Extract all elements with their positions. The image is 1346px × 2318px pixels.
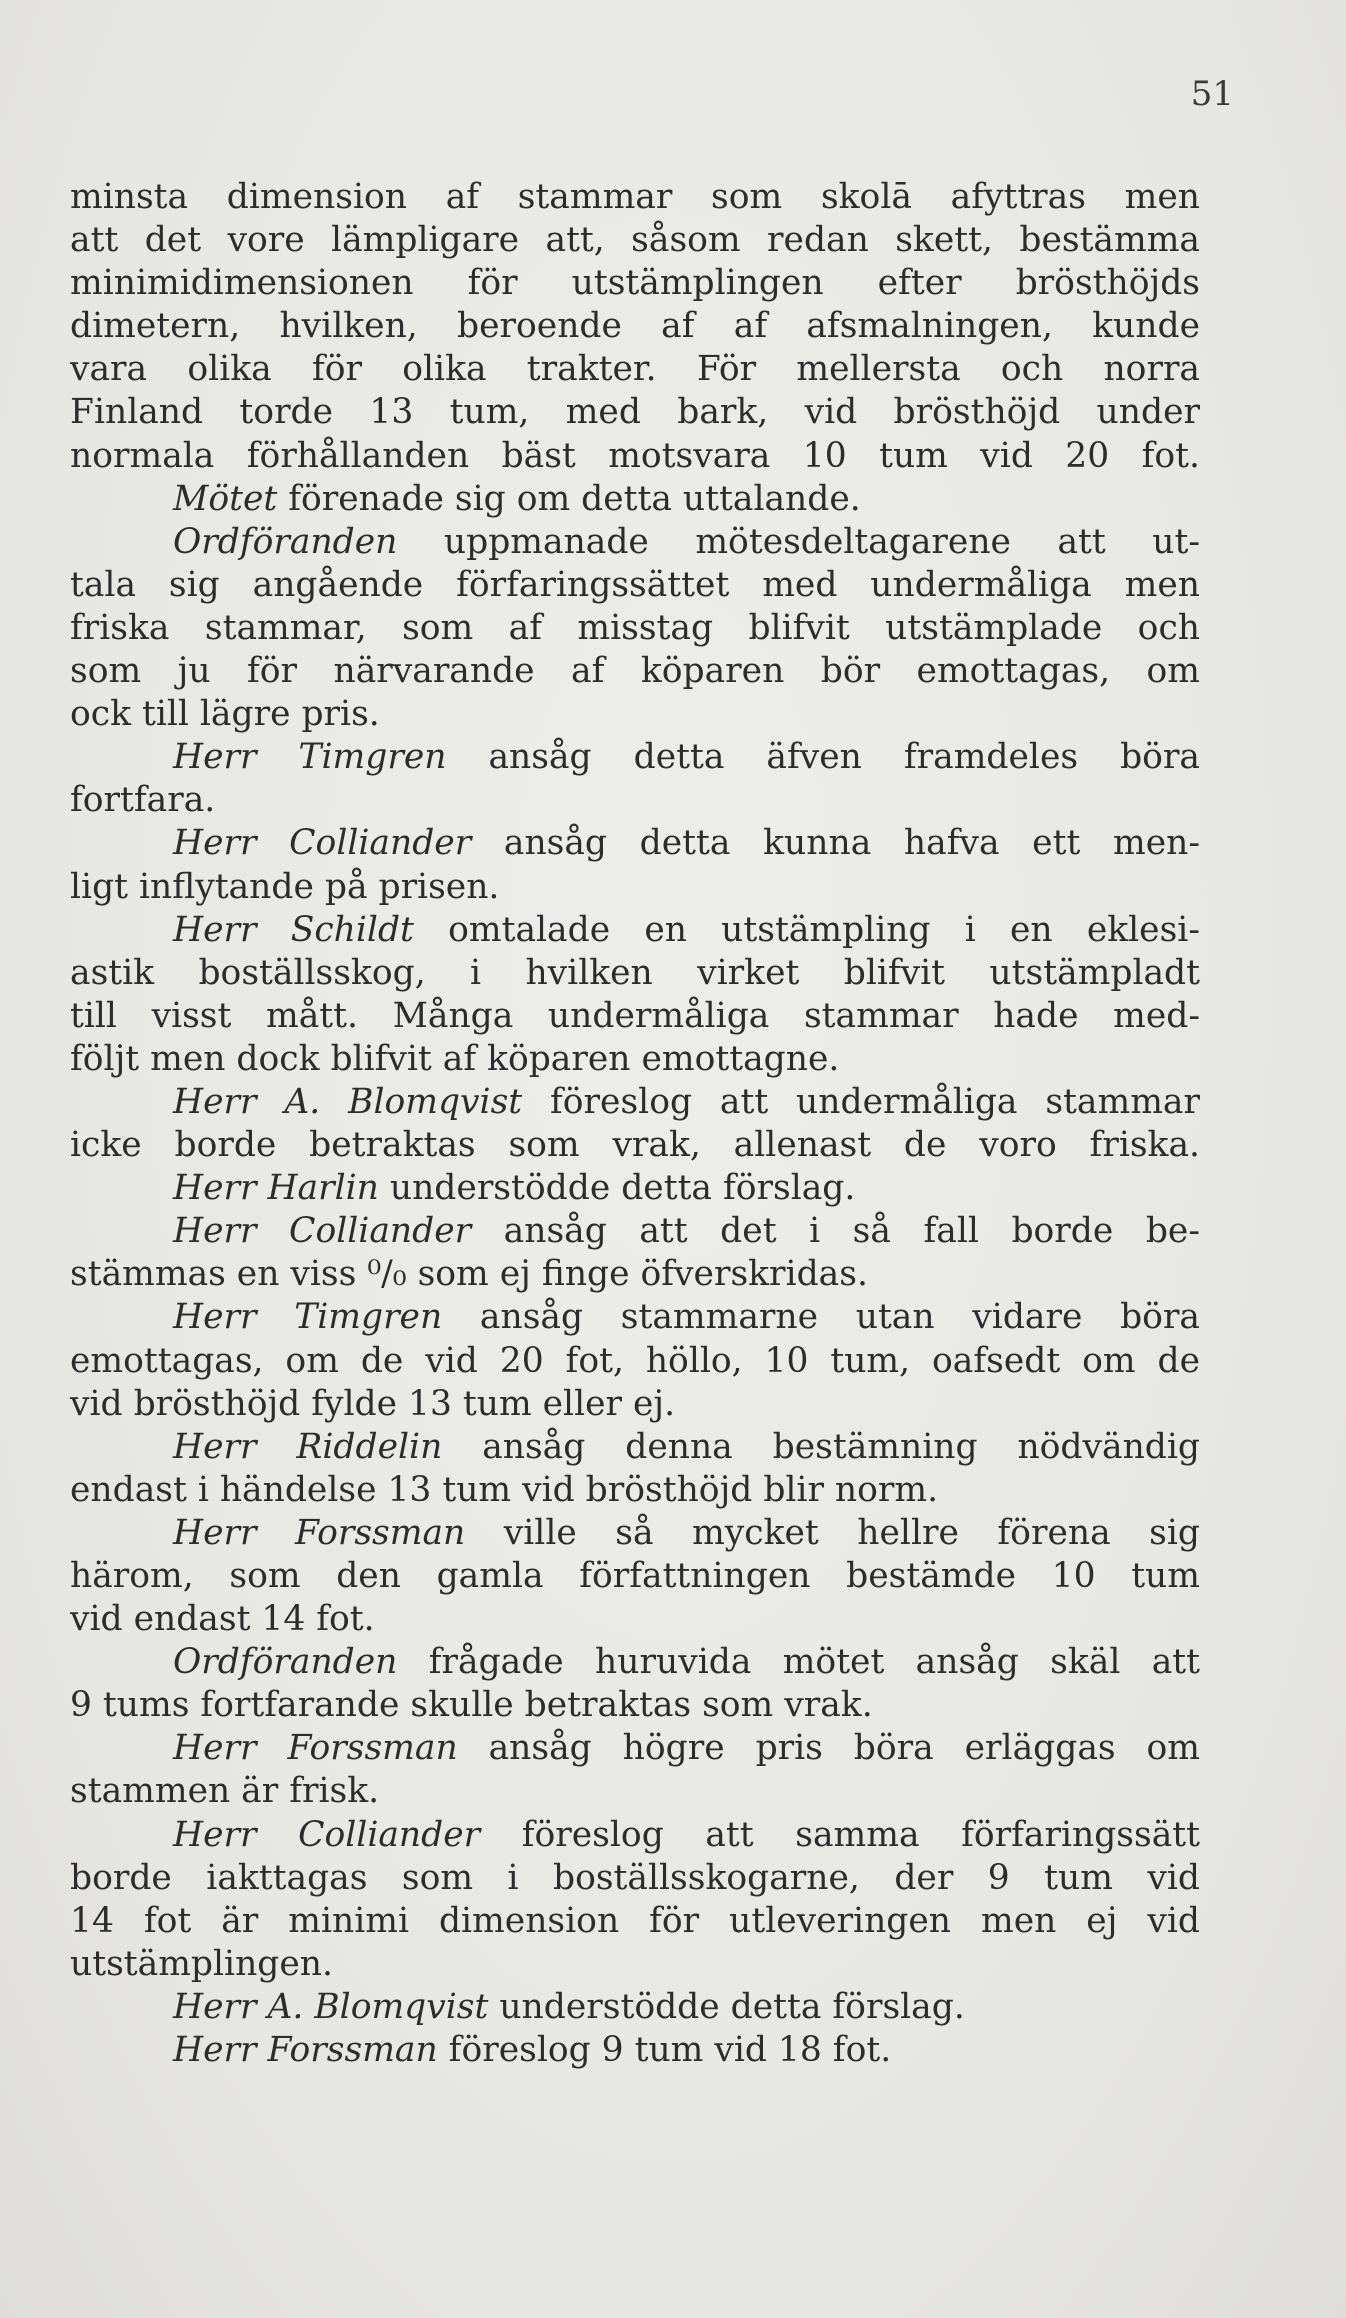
text-line xyxy=(70,866,1200,909)
body-text xyxy=(70,176,1200,2072)
italic-text: Herr xyxy=(173,1426,257,1467)
text-line xyxy=(70,219,1200,262)
text-line xyxy=(70,478,1200,521)
text-run xyxy=(257,910,291,950)
italic-text: Timgren xyxy=(294,1297,443,1338)
text-line xyxy=(70,564,1200,607)
text-run: tala sig angående förfaringssättet med undermåliga men xyxy=(70,564,1200,605)
text-run: 14 fot är minimi dimension för utleveringen men ej vid xyxy=(70,1900,1200,1941)
text-line xyxy=(70,521,1200,564)
text-run: understödde detta förslag. xyxy=(488,1986,965,2027)
text-line xyxy=(70,607,1200,650)
text-line xyxy=(70,1340,1200,1383)
text-line xyxy=(70,1296,1200,1339)
text-run: frågade huruvida mötet ansåg skäl att xyxy=(397,1642,1200,1683)
text-line xyxy=(70,1167,1200,1210)
italic-text: Herr xyxy=(173,1814,257,1855)
text-line xyxy=(70,1555,1200,1598)
italic-text: Herr A. Blomqvist xyxy=(173,1986,489,2027)
italic-text: Herr xyxy=(173,1728,257,1769)
text-line xyxy=(70,1253,1200,1296)
text-line xyxy=(70,262,1200,305)
italic-text: Timgren xyxy=(298,737,447,778)
text-line xyxy=(70,2029,1200,2072)
text-line xyxy=(70,1770,1200,1813)
text-run: förenade sig om detta uttalande. xyxy=(277,478,861,519)
text-run xyxy=(257,1211,290,1251)
text-line xyxy=(70,779,1200,822)
text-line xyxy=(70,1038,1200,1081)
text-run: friska stammar, som af misstag blifvit utstämplade och xyxy=(70,607,1200,648)
text-run: minsta dimension af stammar som skolā afyttras men xyxy=(70,177,1200,217)
text-run: ansåg stammarne utan vidare böra xyxy=(442,1297,1201,1338)
italic-text: Herr xyxy=(173,1297,257,1338)
text-run: föreslog att undermåliga stammar xyxy=(522,1081,1200,1122)
text-run: härom, som den gamla författningen bestämde 10 tum xyxy=(70,1556,1200,1596)
italic-text: Herr A. Blomqvist xyxy=(173,1081,523,1122)
text-line xyxy=(70,1469,1200,1512)
text-run xyxy=(257,1513,296,1553)
text-run xyxy=(257,823,290,863)
text-run: ansåg detta kunna hafva ett men- xyxy=(471,823,1200,864)
text-run: att det vore lämpligare att, såsom redan skett, bestämma xyxy=(70,220,1200,261)
italic-text: Herr xyxy=(173,1211,257,1252)
text-run: ligt inflytande på prisen. xyxy=(70,866,500,907)
text-run: normala förhållanden bäst motsvara 10 tum vid 20 fot. xyxy=(70,435,1200,476)
text-line xyxy=(70,1727,1200,1770)
italic-text: Forssman xyxy=(267,2030,438,2071)
italic-text: Forssman xyxy=(295,1512,466,1553)
text-run: endast i händelse 13 tum vid brösthöjd blir norm. xyxy=(70,1469,939,1510)
text-run: omtalade en utstämpling i en eklesi- xyxy=(413,909,1200,950)
italic-text: Herr xyxy=(173,909,257,950)
text-line xyxy=(70,1684,1200,1727)
text-run: föreslog att samma förfaringssätt xyxy=(480,1814,1201,1855)
text-run: ansåg att det i så fall borde be- xyxy=(471,1211,1200,1252)
text-run: stammen är frisk. xyxy=(70,1771,380,1812)
text-run xyxy=(257,1728,288,1768)
text-run: borde iakttagas som i boställsskogarne, der 9 tum vid xyxy=(70,1857,1200,1898)
text-run: understödde detta förslag. xyxy=(378,1168,856,1209)
text-run: dimetern, hvilken, beroende af af afsmalningen, kunde xyxy=(70,306,1200,347)
text-run xyxy=(257,737,299,777)
italic-text: Colliander xyxy=(298,1814,481,1855)
text-line xyxy=(70,348,1200,391)
text-run: emottagas, om de vid 20 fot, höllo, 10 tum, oafsedt om de xyxy=(70,1340,1200,1381)
text-run xyxy=(257,2030,268,2070)
page-number: 51 xyxy=(1190,74,1234,114)
text-run: föreslog 9 tum vid 18 fot. xyxy=(437,2030,892,2071)
text-run: vara olika för olika trakter. För mellersta och norra xyxy=(70,349,1200,390)
italic-text: Herr xyxy=(173,1512,257,1553)
text-run: astik boställsskog, i hvilken virket blifvit utstämpladt xyxy=(70,952,1200,993)
text-run: som ej finge öfverskridas. xyxy=(406,1254,868,1295)
text-line xyxy=(70,909,1200,952)
text-line xyxy=(70,1943,1200,1986)
text-run: ansåg denna bestämning nödvändig xyxy=(442,1426,1200,1467)
text-line xyxy=(70,1210,1200,1253)
text-run: utstämplingen. xyxy=(70,1943,333,1984)
italic-text: Harlin xyxy=(267,1168,379,1209)
italic-text: Herr xyxy=(173,1168,257,1209)
text-line xyxy=(70,1081,1200,1124)
text-line xyxy=(70,1814,1200,1857)
text-run: ⁰/₀ xyxy=(367,1254,407,1295)
italic-text: Riddelin xyxy=(296,1426,443,1467)
text-run: ansåg högre pris böra erläggas om xyxy=(457,1728,1201,1769)
text-run: fortfara. xyxy=(70,780,216,821)
text-line xyxy=(70,1986,1200,2029)
text-run xyxy=(257,1168,268,1208)
text-line xyxy=(70,305,1200,348)
italic-text: Herr xyxy=(173,823,257,864)
text-run xyxy=(257,1815,299,1855)
text-line xyxy=(70,435,1200,478)
text-line xyxy=(70,1426,1200,1469)
text-line xyxy=(70,995,1200,1038)
text-line xyxy=(70,1900,1200,1943)
text-line xyxy=(70,736,1200,779)
text-line xyxy=(70,1383,1200,1426)
italic-text: Forssman xyxy=(287,1728,458,1769)
text-line xyxy=(70,1641,1200,1684)
text-run: uppmanade mötesdeltagarene att ut- xyxy=(397,521,1200,562)
text-run: 9 tums fortfarande skulle betraktas som vrak. xyxy=(70,1685,873,1726)
italic-text: Ordföranden xyxy=(173,521,398,562)
text-line xyxy=(70,1124,1200,1167)
italic-text: Herr xyxy=(173,737,257,778)
text-run: vid brösthöjd fylde 13 tum eller ej. xyxy=(70,1383,676,1424)
italic-text: Colliander xyxy=(289,823,472,864)
text-run: icke borde betraktas som vrak, allenast de voro friska. xyxy=(70,1125,1200,1166)
text-run: som ju för närvarande af köparen bör emottagas, om xyxy=(70,651,1200,692)
italic-text: Herr xyxy=(173,2030,257,2071)
italic-text: Ordföranden xyxy=(173,1642,398,1683)
text-run: ville så mycket hellre förena sig xyxy=(465,1512,1200,1553)
text-run: ansåg detta äfven framdeles böra xyxy=(446,737,1200,778)
text-run xyxy=(257,1427,297,1467)
text-line xyxy=(70,1598,1200,1641)
text-run: stämmas en viss xyxy=(70,1254,368,1295)
text-line xyxy=(70,952,1200,995)
text-line xyxy=(70,693,1200,736)
text-run: till visst mått. Många undermåliga stammar hade med- xyxy=(70,995,1200,1036)
text-line xyxy=(70,391,1200,434)
text-line xyxy=(70,822,1200,865)
text-run: följt men dock blifvit af köparen emottagne. xyxy=(70,1038,840,1079)
italic-text: Mötet xyxy=(173,478,278,519)
italic-text: Schildt xyxy=(290,909,414,950)
text-run: ock till lägre pris. xyxy=(70,694,380,735)
text-run xyxy=(257,1297,295,1337)
text-run: vid endast 14 fot. xyxy=(70,1599,375,1640)
text-line xyxy=(70,650,1200,693)
text-line xyxy=(70,176,1200,219)
text-line xyxy=(70,1857,1200,1900)
text-run: Finland torde 13 tum, med bark, vid brösthöjd under xyxy=(70,392,1200,433)
italic-text: Colliander xyxy=(289,1211,472,1252)
text-line xyxy=(70,1512,1200,1555)
text-run: minimidimensionen för utstämplingen efter brösthöjds xyxy=(70,263,1200,304)
